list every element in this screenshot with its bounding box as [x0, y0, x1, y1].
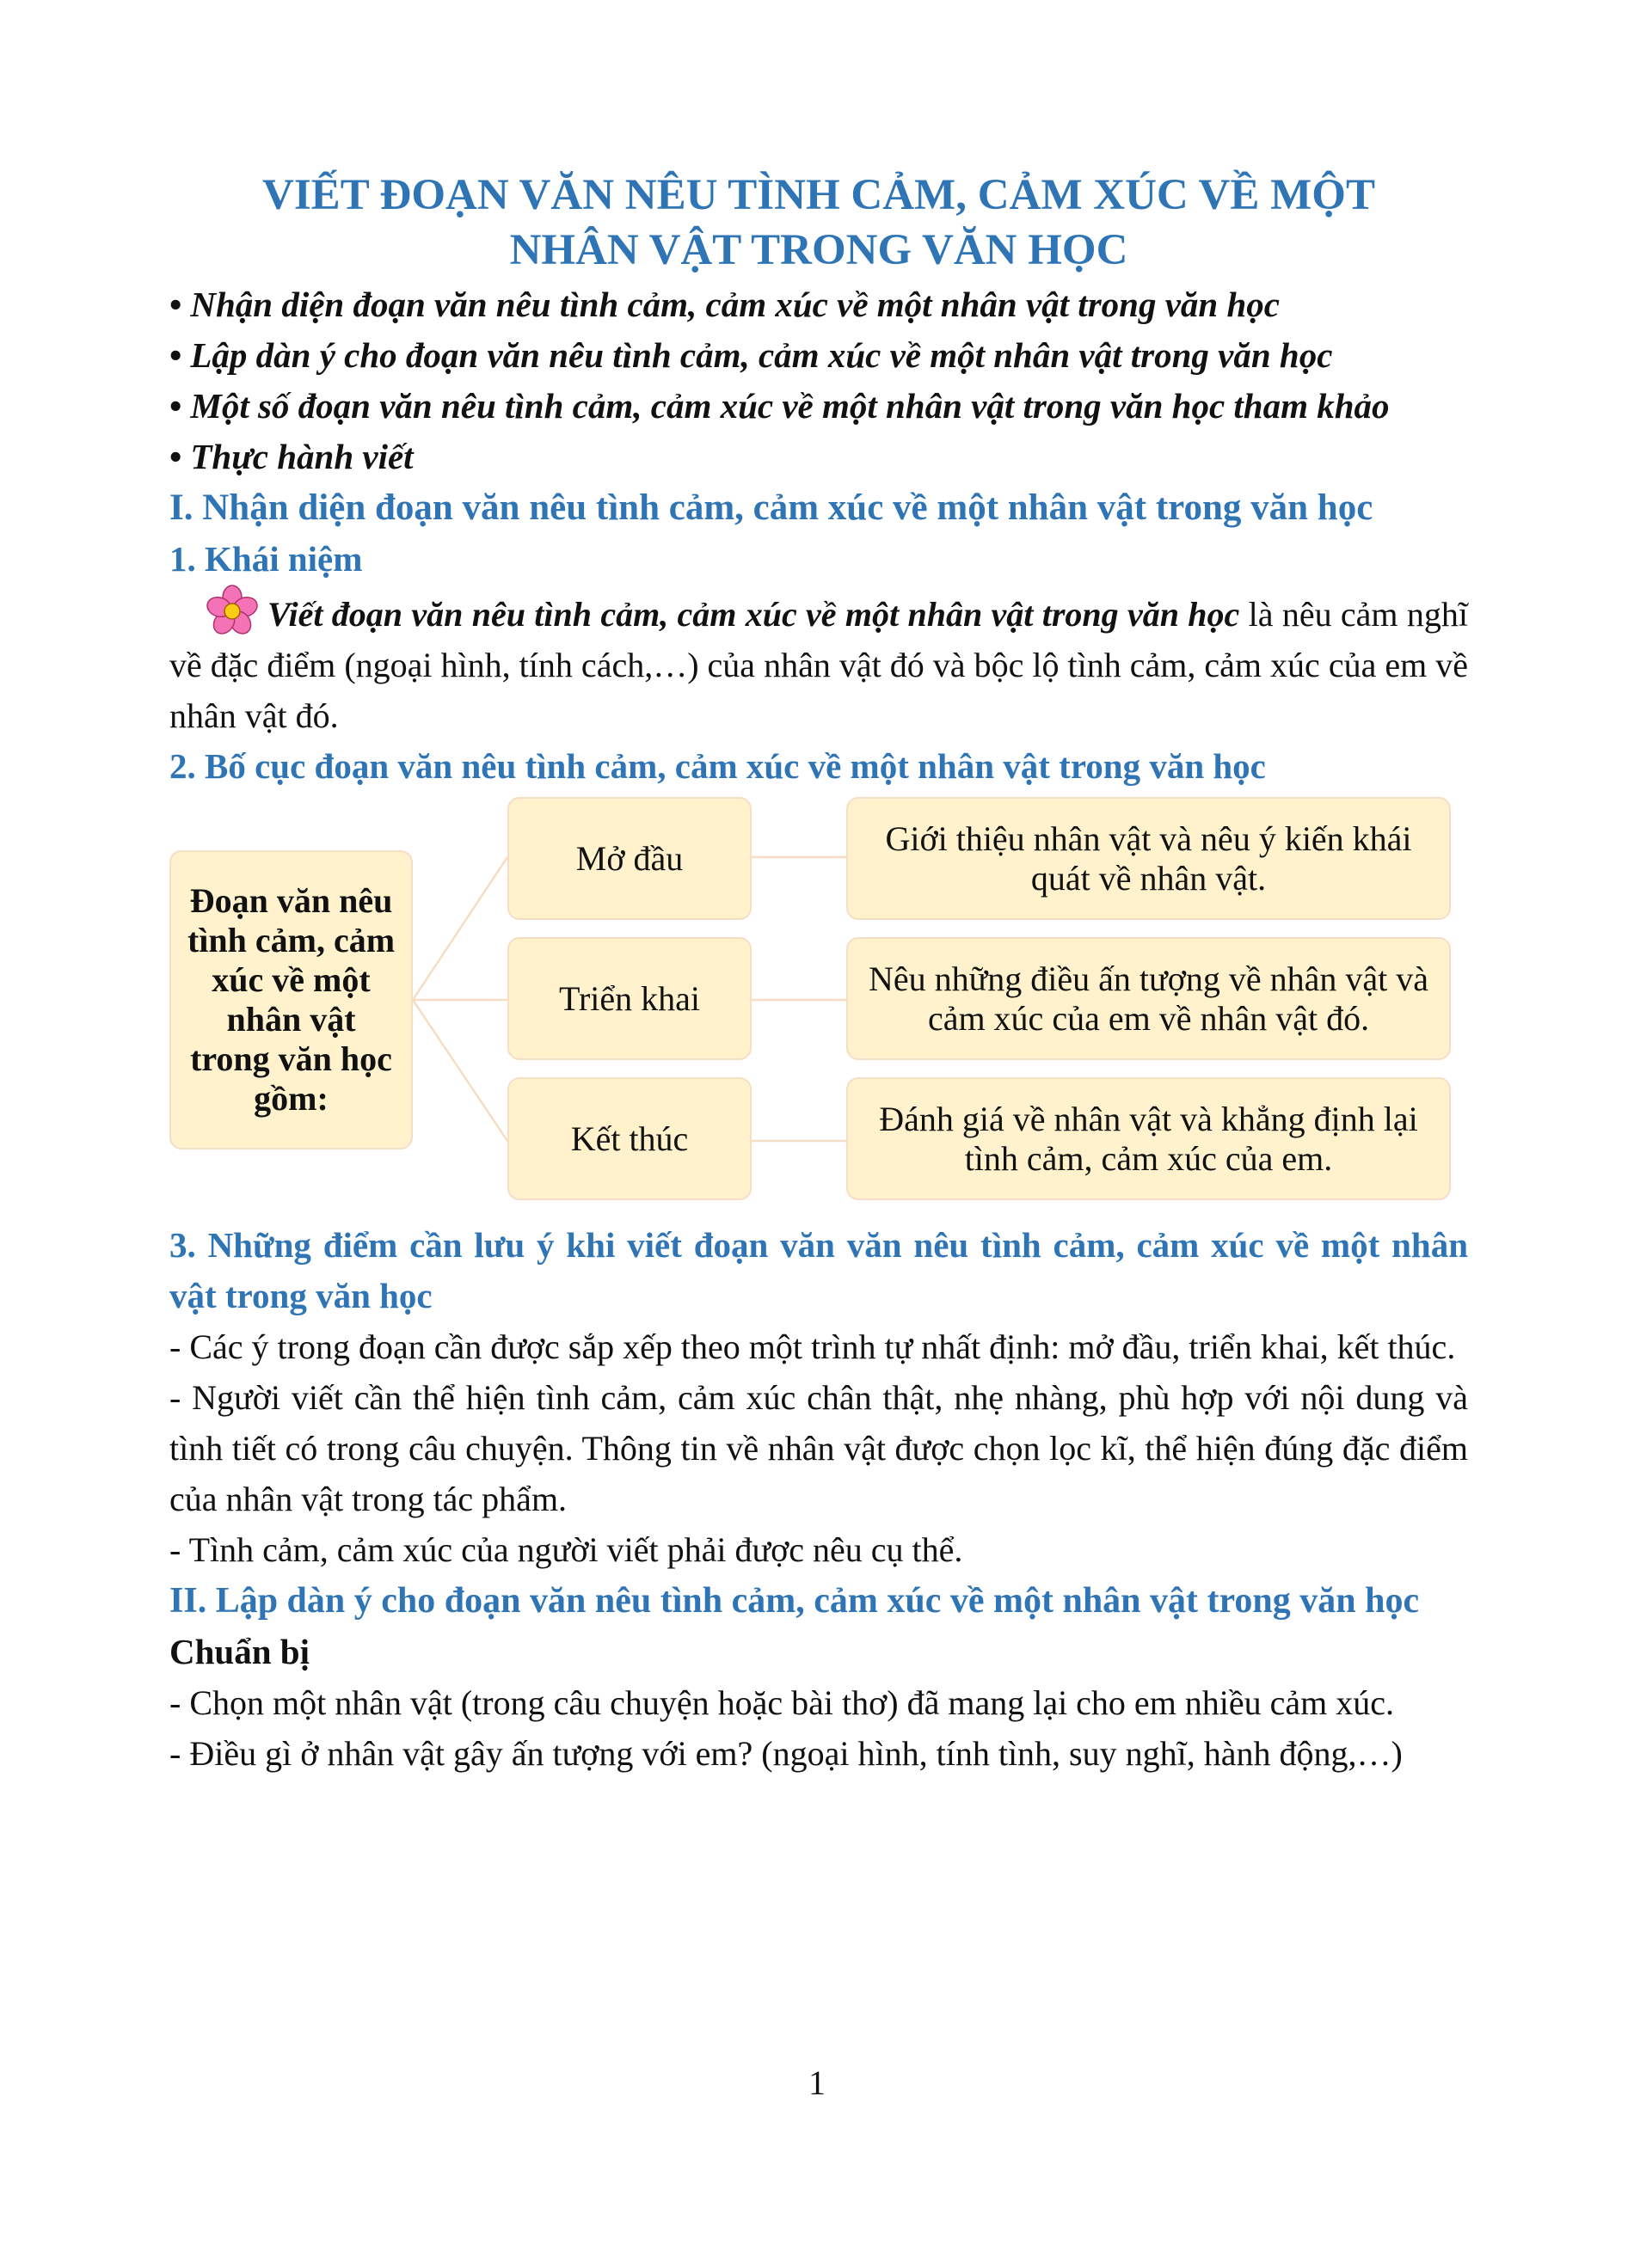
diagram-desc-mo-dau: Giới thiệu nhân vật và nêu ý kiến khái quát về nhân vật.: [846, 797, 1451, 920]
section-2-heading: II. Lập dàn ý cho đoạn văn nêu tình cảm, cảm xúc về một nhân vật trong văn học: [169, 1581, 1420, 1621]
connector-root-mo-dau: [413, 857, 507, 1000]
subsection-1-heading: 1. Khái niệm: [169, 539, 363, 579]
intro-bullet-1: • Nhận diện đoạn văn nêu tình cảm, cảm xúc về một nhân vật trong văn học: [169, 285, 1280, 324]
definition-lead: Viết đoạn văn nêu tình cảm, cảm xúc về một nhân vật trong văn học: [267, 595, 1240, 634]
section-1-heading: I. Nhận diện đoạn văn nêu tình cảm, cảm xúc về một nhân vật trong văn học: [169, 487, 1373, 528]
diagram-desc-ket-thuc: Đánh giá về nhân vật và khẳng định lại tình cảm, cảm xúc của em.: [846, 1077, 1451, 1200]
intro-bullet-3: • Một số đoạn văn nêu tình cảm, cảm xúc về một nhân vật trong văn học tham khảo: [169, 386, 1390, 426]
diagram-part-mo-dau: Mở đầu: [507, 797, 752, 920]
prep-heading: Chuẩn bị: [169, 1632, 310, 1671]
diagram-part-trien-khai: Triển khai: [507, 937, 752, 1060]
prep-point-2: - Điều gì ở nhân vật gây ấn tượng với em? (ngoại hình, tính tình, suy nghĩ, hành động,…): [169, 1734, 1403, 1773]
definition-paragraph: [169, 585, 1468, 741]
connector-root-ket-thuc: [413, 1000, 507, 1141]
subsection-3-heading: 3. Những điểm cần lưu ý khi viết đoạn văn văn nêu tình cảm, cảm xúc về một nhân vật trong văn học: [169, 1225, 1468, 1315]
diagram-desc-trien-khai: Nêu những điều ấn tượng về nhân vật và cảm xúc của em về nhân vật đó.: [846, 937, 1451, 1060]
diagram-root-box: Đoạn văn nêu tình cảm, cảm xúc về một nhân vật trong văn học gồm:: [169, 850, 413, 1149]
page-title: [169, 168, 1468, 278]
intro-bullet-2: • Lập dàn ý cho đoạn văn nêu tình cảm, cảm xúc về một nhân vật trong văn học: [169, 335, 1333, 375]
intro-bullet-list: [169, 279, 1468, 482]
intro-bullet-4: • Thực hành viết: [169, 437, 414, 476]
note-point-3: - Tình cảm, cảm xúc của người viết phải được nêu cụ thể.: [169, 1530, 963, 1569]
note-point-1: - Các ý trong đoạn cần được sắp xếp theo một trình tự nhất định: mở đầu, triển khai, kết thúc.: [169, 1327, 1456, 1366]
subsection-2-heading: 2. Bố cục đoạn văn nêu tình cảm, cảm xúc về một nhân vật trong văn học: [169, 746, 1266, 786]
flower-icon: [206, 585, 259, 638]
title-line-2: NHÂN VẬT TRONG VĂN HỌC: [509, 226, 1128, 274]
definition-text: là nêu cảm nghĩ về đặc điểm (ngoại hình, tính cách,…) của nhân vật đó và bộc lộ tình cảm, cảm xúc của em về nhân vật đó.: [169, 595, 1468, 735]
structure-diagram: [169, 797, 1468, 1215]
title-line-1: VIẾT ĐOẠN VĂN NÊU TÌNH CẢM, CẢM XÚC VỀ MỘT: [262, 171, 1375, 219]
bullet-dot: •: [169, 386, 182, 426]
note-point-2: - Người viết cần thể hiện tình cảm, cảm xúc chân thật, nhẹ nhàng, phù hợp với nội dung và tình tiết có trong câu chuyện. Thông tin về nhân vật được chọn lọc kĩ, thể hiện đúng đặc điểm của nhân vật trong tác phẩm.: [169, 1378, 1468, 1518]
bullet-dot: •: [169, 335, 182, 375]
document-page: [169, 168, 1468, 1779]
prep-point-1: - Chọn một nhân vật (trong câu chuyện hoặc bài thơ) đã mang lại cho em nhiều cảm xúc.: [169, 1683, 1395, 1722]
diagram-part-ket-thuc: Kết thúc: [507, 1077, 752, 1200]
page-number: 1: [808, 2063, 826, 2102]
bullet-dot: •: [169, 285, 182, 324]
bullet-dot: •: [169, 437, 182, 476]
